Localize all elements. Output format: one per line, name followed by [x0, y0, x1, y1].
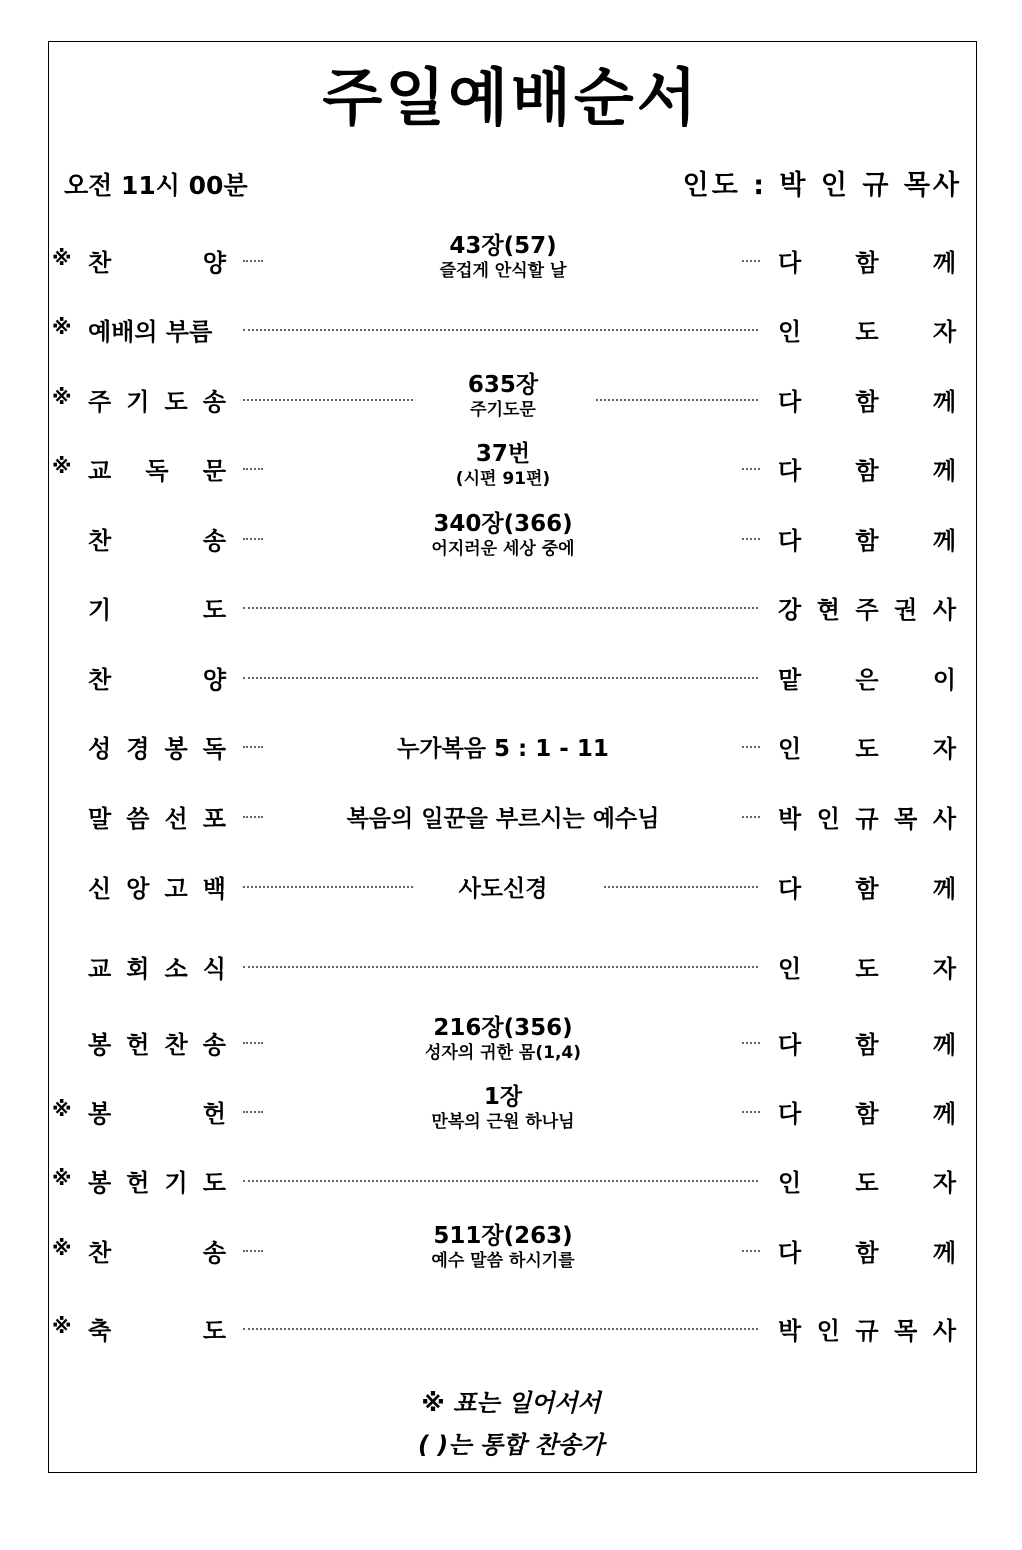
- row-responsible-part: 맡: [778, 666, 802, 694]
- row-responsible-part: 규: [855, 1317, 879, 1345]
- row-responsible: [778, 949, 956, 984]
- row-responsible-part: 다: [778, 1239, 802, 1267]
- hymn-title: 어지러운 세상 중에: [431, 539, 575, 559]
- hymn-number: 37번: [475, 441, 531, 467]
- row-label: [88, 660, 226, 695]
- row-label-part: 독: [145, 457, 169, 485]
- row-label-part: 축: [88, 1317, 112, 1345]
- footer-standing-note: ※ 표는 일어서서: [421, 1389, 601, 1417]
- dotted-leader: [243, 677, 758, 679]
- row-label-part: 기: [164, 1169, 188, 1197]
- row-content: 누가복음 5 : 1 - 11: [397, 736, 609, 762]
- hymn-number: 340장(366): [433, 511, 573, 537]
- hymn-title: 만복의 근원 하나님: [431, 1112, 575, 1132]
- standing-mark: ※: [52, 1166, 72, 1190]
- row-responsible-part: 함: [855, 249, 879, 277]
- row-label-part: 씀: [126, 805, 150, 833]
- row-label: [88, 312, 226, 347]
- row-label-part: 송: [202, 527, 226, 555]
- row-label-part: 고: [164, 875, 188, 903]
- row-responsible-part: 께: [932, 875, 956, 903]
- row-responsible-part: 목: [894, 805, 918, 833]
- row-responsible-part: 자: [932, 735, 956, 763]
- row-hymn: [413, 1084, 593, 1133]
- row-label-part: 찬: [164, 1031, 188, 1059]
- row-responsible: [778, 869, 956, 904]
- row-responsible: [778, 243, 956, 278]
- row-label: [88, 382, 226, 417]
- row-label-part: 기: [88, 596, 112, 624]
- row-label-part: 문: [202, 457, 226, 485]
- row-label-part: 도: [202, 1317, 226, 1345]
- row-label-part: 경: [126, 735, 150, 763]
- row-responsible-part: 사: [932, 1317, 956, 1345]
- standing-mark: ※: [52, 1097, 72, 1121]
- row-label-part: 포: [202, 805, 226, 833]
- row-responsible-part: 도: [855, 955, 879, 983]
- hymn-number: 635장: [467, 372, 539, 398]
- dotted-leader: [742, 1042, 760, 1044]
- row-responsible-part: 자: [932, 955, 956, 983]
- row-responsible-part: 자: [932, 1169, 956, 1197]
- dotted-leader: [742, 1111, 760, 1113]
- row-responsible: [778, 1233, 956, 1268]
- dotted-leader: [243, 329, 758, 331]
- dotted-leader: [243, 1250, 263, 1252]
- row-responsible: [778, 660, 956, 695]
- row-responsible-part: 주: [855, 596, 879, 624]
- row-responsible-part: 인: [816, 1317, 840, 1345]
- row-responsible-part: 도: [855, 1169, 879, 1197]
- hymn-title: (시편 91편): [455, 469, 551, 489]
- row-label: [88, 590, 226, 625]
- dotted-leader: [243, 746, 263, 748]
- row-responsible-part: 인: [778, 955, 802, 983]
- row-label-part: 봉: [88, 1031, 112, 1059]
- row-label-part: 말: [88, 805, 112, 833]
- row-responsible-part: 함: [855, 527, 879, 555]
- row-label: [88, 243, 226, 278]
- row-label-part: 도: [164, 388, 188, 416]
- row-label-part: 송: [202, 1031, 226, 1059]
- row-label-part: 선: [164, 805, 188, 833]
- dotted-leader: [742, 468, 760, 470]
- row-responsible-part: 께: [932, 527, 956, 555]
- row-label: [88, 949, 226, 984]
- hymn-title: 즐겁게 안식할 날: [439, 261, 567, 281]
- row-responsible-part: 함: [855, 1239, 879, 1267]
- row-responsible: [778, 451, 956, 486]
- row-responsible-part: 목: [894, 1317, 918, 1345]
- row-label-part: 교: [88, 955, 112, 983]
- row-responsible-part: 사: [932, 596, 956, 624]
- row-responsible-part: 은: [855, 666, 879, 694]
- row-responsible-part: 다: [778, 527, 802, 555]
- row-responsible: [778, 1311, 956, 1346]
- row-responsible-part: 함: [855, 1031, 879, 1059]
- row-label-part: 교: [88, 457, 112, 485]
- dotted-leader: [243, 538, 263, 540]
- dotted-leader: [742, 816, 760, 818]
- row-label-part: 백: [202, 875, 226, 903]
- standing-mark: ※: [52, 1236, 72, 1260]
- row-label-part: 신: [88, 875, 112, 903]
- row-label-part: 봉: [88, 1169, 112, 1197]
- dotted-leader: [243, 260, 263, 262]
- row-label-part: 봉: [164, 735, 188, 763]
- page-title: 주일예배순서: [322, 61, 700, 134]
- row-responsible-part: 함: [855, 388, 879, 416]
- standing-mark: ※: [52, 454, 72, 478]
- row-responsible-part: 께: [932, 388, 956, 416]
- row-label-part: 도: [202, 1169, 226, 1197]
- row-responsible-part: 박: [778, 805, 802, 833]
- standing-mark: ※: [52, 1314, 72, 1338]
- dotted-leader: [742, 260, 760, 262]
- row-responsible: [778, 312, 956, 347]
- row-label-part: 주: [88, 388, 112, 416]
- row-responsible-part: 인: [778, 1169, 802, 1197]
- row-responsible-part: 다: [778, 875, 802, 903]
- row-responsible-part: 자: [932, 318, 956, 346]
- row-label-part: 독: [202, 735, 226, 763]
- row-responsible-part: 께: [932, 1100, 956, 1128]
- row-responsible-part: 현: [816, 596, 840, 624]
- row-label-part: 식: [202, 955, 226, 983]
- dotted-leader: [243, 1042, 263, 1044]
- dotted-leader: [742, 746, 760, 748]
- hymn-number: 511장(263): [433, 1223, 573, 1249]
- hymn-title: 주기도문: [470, 400, 536, 420]
- row-label-part: 찬: [88, 249, 112, 277]
- row-label-part: 도: [202, 596, 226, 624]
- row-label: [88, 1233, 226, 1268]
- row-responsible: [778, 521, 956, 556]
- hymn-number: 1장: [483, 1084, 523, 1110]
- row-responsible: [778, 590, 956, 625]
- dotted-leader: [742, 1250, 760, 1252]
- row-label-part: 헌: [126, 1031, 150, 1059]
- row-responsible: [778, 382, 956, 417]
- service-time: 오전 11시 00분: [64, 171, 248, 200]
- row-responsible-part: 다: [778, 1031, 802, 1059]
- dotted-leader: [243, 1180, 758, 1182]
- row-hymn: [413, 1015, 593, 1064]
- row-responsible: [778, 1025, 956, 1060]
- row-responsible-part: 도: [855, 318, 879, 346]
- dotted-leader: [604, 886, 758, 888]
- row-responsible-part: 께: [932, 249, 956, 277]
- row-responsible-part: 다: [778, 457, 802, 485]
- row-responsible: [778, 799, 956, 834]
- row-label-part: 찬: [88, 527, 112, 555]
- row-label: [88, 451, 226, 486]
- standing-mark: ※: [52, 246, 72, 270]
- row-label-part: 송: [202, 388, 226, 416]
- row-hymn: [413, 1223, 593, 1272]
- row-label-part: 찬: [88, 666, 112, 694]
- row-responsible: [778, 1094, 956, 1129]
- dotted-leader: [742, 538, 760, 540]
- row-content: 복음의 일꾼을 부르시는 예수님: [346, 806, 660, 832]
- dotted-leader: [243, 399, 413, 401]
- hymn-title: 예수 말씀 하시기를: [431, 1251, 575, 1271]
- row-label-part: 앙: [126, 875, 150, 903]
- row-responsible-part: 께: [932, 1031, 956, 1059]
- row-label: [88, 799, 226, 834]
- standing-mark: ※: [52, 315, 72, 339]
- row-responsible-part: 인: [816, 805, 840, 833]
- row-responsible-part: 이: [932, 666, 956, 694]
- row-label: [88, 1025, 226, 1060]
- dotted-leader: [243, 816, 263, 818]
- row-responsible: [778, 729, 956, 764]
- row-responsible-part: 다: [778, 388, 802, 416]
- row-responsible-part: 인: [778, 318, 802, 346]
- row-label-part: 예배의 부름: [88, 318, 213, 346]
- row-label: [88, 869, 226, 904]
- row-label-part: 소: [164, 955, 188, 983]
- dotted-leader: [596, 399, 758, 401]
- row-label-part: 찬: [88, 1239, 112, 1267]
- row-hymn: [413, 372, 593, 421]
- row-label-part: 성: [88, 735, 112, 763]
- row-responsible-part: 인: [778, 735, 802, 763]
- row-label: [88, 1163, 226, 1198]
- row-responsible-part: 께: [932, 457, 956, 485]
- row-responsible-part: 강: [778, 596, 802, 624]
- row-label-part: 회: [126, 955, 150, 983]
- row-responsible-part: 함: [855, 457, 879, 485]
- row-responsible-part: 박: [778, 1317, 802, 1345]
- row-responsible-part: 권: [894, 596, 918, 624]
- row-label-part: 헌: [126, 1169, 150, 1197]
- standing-mark: ※: [52, 385, 72, 409]
- row-hymn: [413, 233, 593, 282]
- row-label: [88, 1094, 226, 1129]
- row-label-part: 헌: [202, 1100, 226, 1128]
- service-leader: 인도 : 박 인 규 목사: [682, 170, 962, 201]
- dotted-leader: [243, 966, 758, 968]
- hymn-title: 성자의 귀한 몸(1,4): [424, 1043, 582, 1063]
- row-label-part: 양: [202, 666, 226, 694]
- dotted-leader: [243, 607, 758, 609]
- row-label-part: 봉: [88, 1100, 112, 1128]
- row-label-part: 양: [202, 249, 226, 277]
- row-hymn: [413, 441, 593, 490]
- hymn-number: 43장(57): [449, 233, 557, 259]
- dotted-leader: [243, 886, 413, 888]
- row-responsible-part: 도: [855, 735, 879, 763]
- row-hymn: [413, 511, 593, 560]
- dotted-leader: [243, 1328, 758, 1330]
- row-responsible-part: 규: [855, 805, 879, 833]
- row-responsible-part: 함: [855, 875, 879, 903]
- row-label: [88, 729, 226, 764]
- dotted-leader: [243, 1111, 263, 1113]
- row-responsible-part: 사: [932, 805, 956, 833]
- row-responsible-part: 함: [855, 1100, 879, 1128]
- dotted-leader: [243, 468, 263, 470]
- row-label: [88, 521, 226, 556]
- row-responsible-part: 다: [778, 1100, 802, 1128]
- row-label-part: 송: [202, 1239, 226, 1267]
- row-responsible-part: 께: [932, 1239, 956, 1267]
- row-responsible-part: 다: [778, 249, 802, 277]
- hymn-number: 216장(356): [433, 1015, 573, 1041]
- row-content: 사도신경: [458, 876, 548, 902]
- footer-hymnal-note: ( )는 통합 찬송가: [417, 1431, 605, 1459]
- row-label-part: 기: [126, 388, 150, 416]
- row-responsible: [778, 1163, 956, 1198]
- row-label: [88, 1311, 226, 1346]
